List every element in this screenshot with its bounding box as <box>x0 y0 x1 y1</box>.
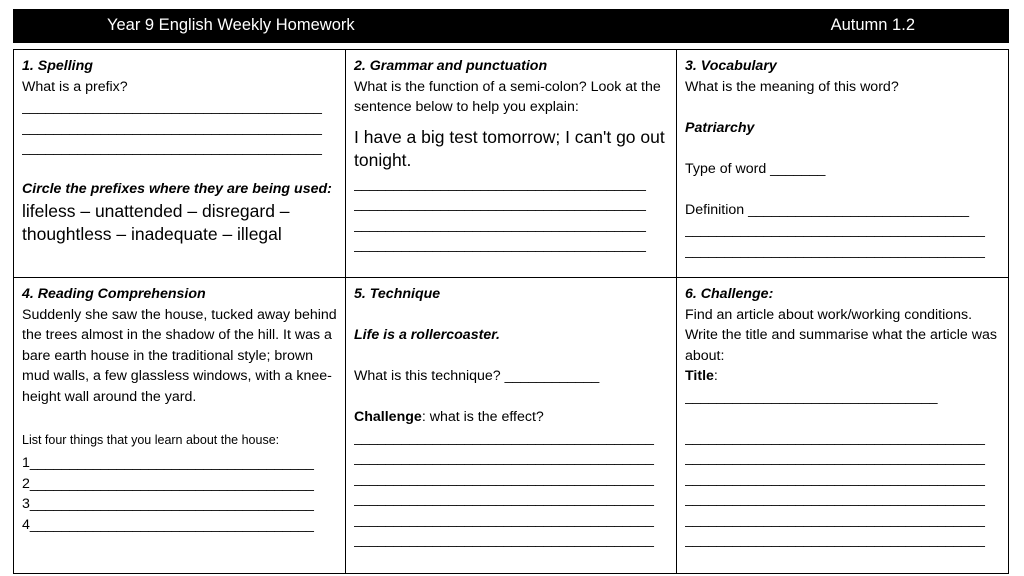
example-sentence: I have a big test tomorrow; I can't go out tonight. <box>354 126 665 170</box>
answer-line[interactable]: ______________________________________ <box>22 99 322 115</box>
answer-line[interactable]: ______________________________________ <box>354 470 654 487</box>
answer-line[interactable]: 2____________________________________ <box>22 475 314 492</box>
homework-grid <box>13 49 1009 574</box>
technique-challenge <box>354 407 668 428</box>
answer-line[interactable]: _____________________________________ <box>354 196 646 212</box>
challenge-text: Find an article about work/working conditions. Write the title and summarise what the article was about: <box>685 306 997 364</box>
grammar-cell <box>346 50 677 278</box>
definition-field[interactable]: Definition ____________________________ <box>685 201 970 218</box>
answer-line[interactable]: 4____________________________________ <box>22 516 314 533</box>
technique-cell <box>346 278 677 573</box>
answer-line[interactable]: 1____________________________________ <box>22 455 314 471</box>
reading-task: List four things that you learn about the house: <box>22 433 280 447</box>
answer-line[interactable]: ______________________________________ <box>22 119 322 136</box>
challenge-cell <box>677 278 1008 573</box>
vocabulary-cell <box>677 50 1008 278</box>
answer-line[interactable]: ______________________________________ <box>685 491 985 507</box>
grammar-question: What is the function of a semi-colon? Look at the sentence below to help you explain: <box>354 78 661 115</box>
answer-line[interactable]: ______________________________________ <box>22 140 322 156</box>
answer-line[interactable]: ______________________________________ <box>685 450 985 466</box>
answer-line[interactable]: ______________________________________ <box>354 450 654 466</box>
answer-line[interactable]: _____________________________________ <box>354 216 646 233</box>
technique-quote: Life is a rollercoaster. <box>354 327 500 343</box>
vocabulary-word: Patriarchy <box>685 119 755 136</box>
challenge-text: : what is the effect? <box>421 409 544 425</box>
answer-line[interactable]: _____________________________________ <box>354 237 646 253</box>
spelling-instruction: Circle the prefixes where they are being used: <box>22 181 332 197</box>
grammar-heading: 2. Grammar and punctuation <box>354 58 548 74</box>
word-type-field[interactable]: Type of word _______ <box>685 160 826 177</box>
reading-heading: 4. Reading Comprehension <box>22 286 206 302</box>
answer-line[interactable]: ______________________________________ <box>354 429 654 446</box>
spelling-question: What is a prefix? <box>22 78 128 95</box>
reading-passage: Suddenly she saw the house, tucked away behind the trees almost in the shadow of the hill. It was a bare earth house in the traditional style; brown mud walls, a few glassless windows, with a knee-height wall around the yard. <box>22 306 337 405</box>
spelling-heading: 1. Spelling <box>22 58 93 74</box>
answer-line[interactable]: ______________________________________ <box>354 532 654 548</box>
answer-line[interactable]: ______________________________________ <box>685 242 985 259</box>
technique-question[interactable]: What is this technique? ____________ <box>354 368 600 384</box>
answer-line[interactable]: ______________________________________ <box>354 511 654 528</box>
answer-line[interactable]: _____________________________________ <box>354 175 646 192</box>
challenge-label: Challenge <box>354 409 422 425</box>
prefix-words-line-1: lifeless – unattended – disregard – <box>22 200 290 221</box>
answer-line[interactable]: ______________________________________ <box>685 429 985 446</box>
title-colon: : <box>713 368 718 384</box>
page-title: Year 9 English Weekly Homework <box>107 16 355 34</box>
spelling-cell <box>14 50 346 278</box>
answer-line[interactable]: ______________________________________ <box>685 470 985 487</box>
header-bar <box>13 9 1009 43</box>
answer-line[interactable]: ______________________________________ <box>685 532 985 548</box>
challenge-heading: 6. Challenge: <box>685 286 774 302</box>
vocabulary-heading: 3. Vocabulary <box>685 58 777 74</box>
answer-line[interactable]: ______________________________________ <box>685 511 985 528</box>
answer-line[interactable]: 3____________________________________ <box>22 496 314 512</box>
answer-line[interactable]: ______________________________________ <box>685 222 985 238</box>
vocabulary-question: What is the meaning of this word? <box>685 78 899 95</box>
article-title-label <box>685 366 1000 387</box>
title-line[interactable]: ________________________________ <box>685 388 938 405</box>
prefix-words-line-2: thoughtless – inadequate – illegal <box>22 223 282 244</box>
term-label: Autumn 1.2 <box>830 16 915 34</box>
reading-cell <box>14 278 346 573</box>
technique-heading: 5. Technique <box>354 286 441 302</box>
answer-line[interactable]: ______________________________________ <box>354 491 654 507</box>
title-label: Title <box>685 368 714 384</box>
